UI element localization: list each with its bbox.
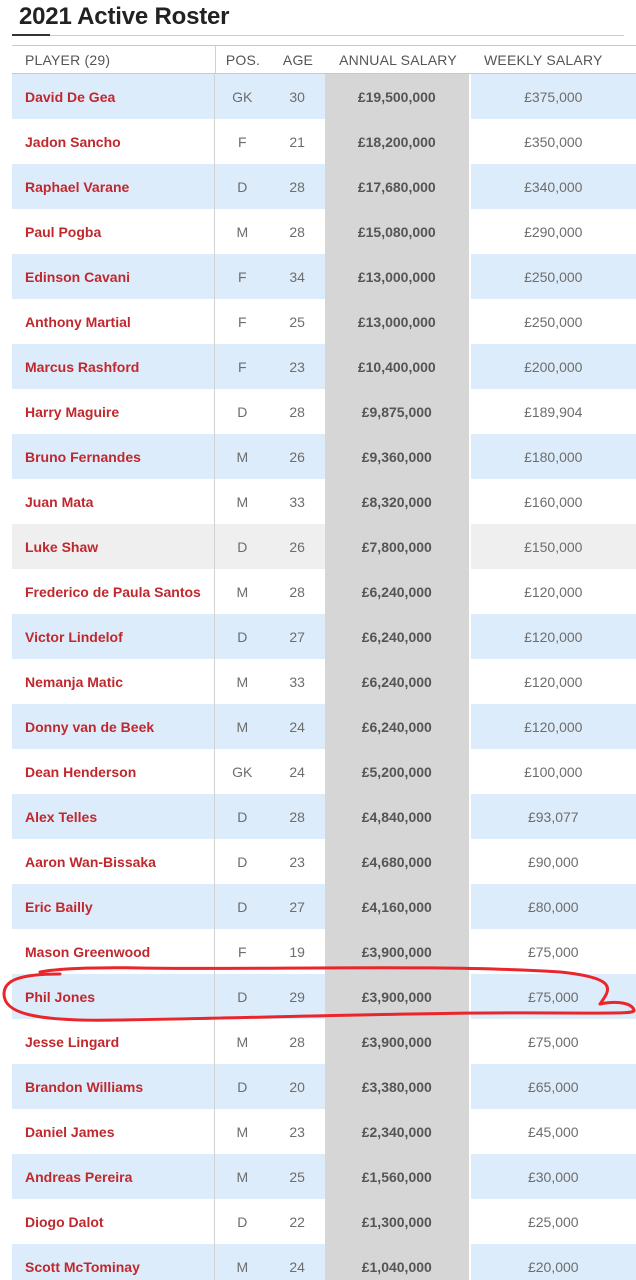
player-position: GK [232, 88, 253, 105]
player-name-link[interactable]: Eric Bailly [12, 884, 215, 929]
weekly-salary: £180,000 [524, 448, 583, 465]
table-row[interactable] [12, 794, 636, 839]
annual-salary: £6,240,000 [325, 569, 469, 614]
player-name-link[interactable]: Jadon Sancho [12, 119, 215, 164]
weekly-salary: £160,000 [524, 493, 583, 510]
player-age: 23 [289, 853, 305, 870]
player-age: 26 [289, 538, 305, 555]
player-position: M [236, 583, 249, 600]
weekly-salary: £120,000 [524, 628, 583, 645]
player-age: 28 [289, 403, 305, 420]
annual-salary: £6,240,000 [325, 614, 469, 659]
player-age: 22 [289, 1213, 305, 1230]
player-name-link[interactable]: Paul Pogba [12, 209, 215, 254]
player-position: F [238, 268, 247, 285]
player-position: D [237, 988, 248, 1005]
weekly-salary: £90,000 [527, 853, 579, 870]
weekly-salary: £250,000 [524, 268, 583, 285]
table-row[interactable] [12, 704, 636, 749]
column-header-position[interactable]: POS. [225, 51, 261, 68]
player-age: 20 [289, 1078, 305, 1095]
player-name-link[interactable]: Marcus Rashford [12, 344, 215, 389]
table-row[interactable] [12, 839, 636, 884]
weekly-salary: £75,000 [527, 988, 579, 1005]
player-position: M [236, 1033, 249, 1050]
annual-salary: £1,300,000 [325, 1199, 469, 1244]
table-body [12, 74, 636, 1280]
table-row[interactable] [12, 1064, 636, 1109]
player-name-link[interactable]: Dean Henderson [12, 749, 215, 794]
player-name-link[interactable]: Luke Shaw [12, 524, 215, 569]
player-name-link[interactable]: Juan Mata [12, 479, 215, 524]
player-name-link[interactable]: Edinson Cavani [12, 254, 215, 299]
player-position: D [237, 538, 248, 555]
annual-salary: £3,900,000 [325, 1019, 469, 1064]
player-name-link[interactable]: Mason Greenwood [12, 929, 215, 974]
weekly-salary: £250,000 [524, 313, 583, 330]
player-age: 24 [289, 763, 305, 780]
page-title: 2021 Active Roster [19, 3, 230, 30]
table-row[interactable] [12, 884, 636, 929]
table-row[interactable] [12, 749, 636, 794]
weekly-salary: £20,000 [527, 1258, 579, 1275]
player-position: M [236, 493, 249, 510]
table-header-row [12, 45, 636, 74]
player-name-link[interactable]: Alex Telles [12, 794, 215, 839]
table-row[interactable] [12, 974, 636, 1019]
annual-salary: £3,380,000 [325, 1064, 469, 1109]
annual-salary: £6,240,000 [325, 704, 469, 749]
player-age: 24 [289, 1258, 305, 1275]
player-name-link[interactable]: Raphael Varane [12, 164, 215, 209]
player-age: 30 [289, 88, 305, 105]
annual-salary: £7,800,000 [325, 524, 469, 569]
table-row[interactable] [12, 74, 636, 119]
player-age: 29 [289, 988, 305, 1005]
annual-salary: £13,000,000 [325, 299, 469, 344]
player-position: D [237, 178, 248, 195]
player-position: M [236, 1123, 249, 1140]
weekly-salary: £200,000 [524, 358, 583, 375]
player-age: 28 [289, 808, 305, 825]
player-position: D [237, 1078, 248, 1095]
annual-salary: £15,080,000 [325, 209, 469, 254]
weekly-salary: £45,000 [527, 1123, 579, 1140]
weekly-salary: £65,000 [527, 1078, 579, 1095]
weekly-salary: £100,000 [524, 763, 583, 780]
player-name-link[interactable]: Scott McTominay [12, 1244, 215, 1280]
player-position: M [236, 673, 249, 690]
table-row[interactable] [12, 344, 636, 389]
player-name-link[interactable]: Diogo Dalot [12, 1199, 215, 1244]
player-name-link[interactable]: David De Gea [12, 74, 215, 119]
table-row[interactable] [12, 119, 636, 164]
player-age: 28 [289, 1033, 305, 1050]
player-name-link[interactable]: Donny van de Beek [12, 704, 215, 749]
weekly-salary: £189,904 [524, 403, 583, 420]
player-age: 28 [289, 178, 305, 195]
player-position: D [237, 403, 248, 420]
player-age: 34 [289, 268, 305, 285]
player-age: 24 [289, 718, 305, 735]
player-name-link[interactable]: Harry Maguire [12, 389, 215, 434]
table-row[interactable] [12, 614, 636, 659]
player-age: 33 [289, 493, 305, 510]
weekly-salary: £340,000 [524, 178, 583, 195]
table-row[interactable] [12, 659, 636, 704]
player-age: 28 [289, 223, 305, 240]
player-position: M [236, 1168, 249, 1185]
player-name-link[interactable]: Nemanja Matic [12, 659, 215, 704]
table-row[interactable] [12, 569, 636, 614]
table-row[interactable] [12, 1244, 636, 1280]
column-header-weekly-salary[interactable]: WEEKLY SALARY [484, 51, 603, 68]
player-name-link[interactable]: Daniel James [12, 1109, 215, 1154]
player-position: F [238, 313, 247, 330]
roster-table [12, 45, 636, 1280]
player-position: GK [232, 763, 253, 780]
annual-salary: £10,400,000 [325, 344, 469, 389]
player-position: M [236, 1258, 249, 1275]
annual-salary: £9,875,000 [325, 389, 469, 434]
player-name-link[interactable]: Frederico de Paula Santos [12, 569, 215, 614]
table-row[interactable] [12, 1154, 636, 1199]
annual-salary: £4,840,000 [325, 794, 469, 839]
annual-salary: £5,200,000 [325, 749, 469, 794]
table-row[interactable] [12, 1019, 636, 1064]
table-row[interactable] [12, 524, 636, 569]
player-name-link[interactable]: Jesse Lingard [12, 1019, 215, 1064]
column-header-annual-salary[interactable]: ANNUAL SALARY [339, 51, 457, 68]
table-row[interactable] [12, 299, 636, 344]
player-name-link[interactable]: Bruno Fernandes [12, 434, 215, 479]
weekly-salary: £290,000 [524, 223, 583, 240]
player-position: D [237, 1213, 248, 1230]
table-row[interactable] [12, 1199, 636, 1244]
table-row[interactable] [12, 434, 636, 479]
weekly-salary: £25,000 [527, 1213, 579, 1230]
weekly-salary: £93,077 [527, 808, 579, 825]
player-position: D [237, 898, 248, 915]
weekly-salary: £350,000 [524, 133, 583, 150]
player-position: D [237, 808, 248, 825]
weekly-salary: £120,000 [524, 673, 583, 690]
weekly-salary: £30,000 [527, 1168, 579, 1185]
annual-salary: £18,200,000 [325, 119, 469, 164]
annual-salary: £9,360,000 [325, 434, 469, 479]
annual-salary: £2,340,000 [325, 1109, 469, 1154]
table-row[interactable] [12, 479, 636, 524]
table-row[interactable] [12, 1109, 636, 1154]
title-divider [50, 35, 624, 36]
player-name-link[interactable]: Aaron Wan-Bissaka [12, 839, 215, 884]
weekly-salary: £120,000 [524, 583, 583, 600]
table-row[interactable] [12, 389, 636, 434]
annual-salary: £3,900,000 [325, 974, 469, 1019]
weekly-salary: £75,000 [527, 1033, 579, 1050]
table-row[interactable] [12, 254, 636, 299]
player-name-link[interactable]: Andreas Pereira [12, 1154, 215, 1199]
player-position: F [238, 133, 247, 150]
player-name-link[interactable]: Anthony Martial [12, 299, 215, 344]
title-underline [12, 34, 50, 36]
table-row[interactable] [12, 164, 636, 209]
player-name-link[interactable]: Brandon Williams [12, 1064, 215, 1109]
player-age: 27 [289, 628, 305, 645]
player-age: 23 [289, 358, 305, 375]
player-age: 23 [289, 1123, 305, 1140]
player-age: 33 [289, 673, 305, 690]
column-header-player[interactable]: PLAYER (29) [12, 46, 216, 73]
player-position: F [238, 943, 247, 960]
player-position: F [238, 358, 247, 375]
annual-salary: £4,680,000 [325, 839, 469, 884]
annual-salary: £4,160,000 [325, 884, 469, 929]
annual-salary: £17,680,000 [325, 164, 469, 209]
weekly-salary: £120,000 [524, 718, 583, 735]
annual-salary: £3,900,000 [325, 929, 469, 974]
weekly-salary: £80,000 [527, 898, 579, 915]
weekly-salary: £375,000 [524, 88, 583, 105]
table-row[interactable] [12, 929, 636, 974]
player-age: 28 [289, 583, 305, 600]
annual-salary: £8,320,000 [325, 479, 469, 524]
annual-salary: £1,560,000 [325, 1154, 469, 1199]
player-age: 25 [289, 1168, 305, 1185]
annual-salary: £13,000,000 [325, 254, 469, 299]
annual-salary: £6,240,000 [325, 659, 469, 704]
annual-salary: £1,040,000 [325, 1244, 469, 1280]
player-age: 26 [289, 448, 305, 465]
player-position: M [236, 223, 249, 240]
player-age: 25 [289, 313, 305, 330]
player-position: D [237, 853, 248, 870]
player-position: M [236, 718, 249, 735]
player-name-link[interactable]: Victor Lindelof [12, 614, 215, 659]
table-row[interactable] [12, 209, 636, 254]
column-header-age[interactable]: AGE [282, 51, 314, 68]
player-age: 19 [289, 943, 305, 960]
player-age: 21 [289, 133, 305, 150]
weekly-salary: £75,000 [527, 943, 579, 960]
player-position: D [237, 628, 248, 645]
player-age: 27 [289, 898, 305, 915]
weekly-salary: £150,000 [524, 538, 583, 555]
annual-salary: £19,500,000 [325, 74, 469, 119]
player-position: M [236, 448, 249, 465]
player-name-link[interactable]: Phil Jones [12, 974, 215, 1019]
